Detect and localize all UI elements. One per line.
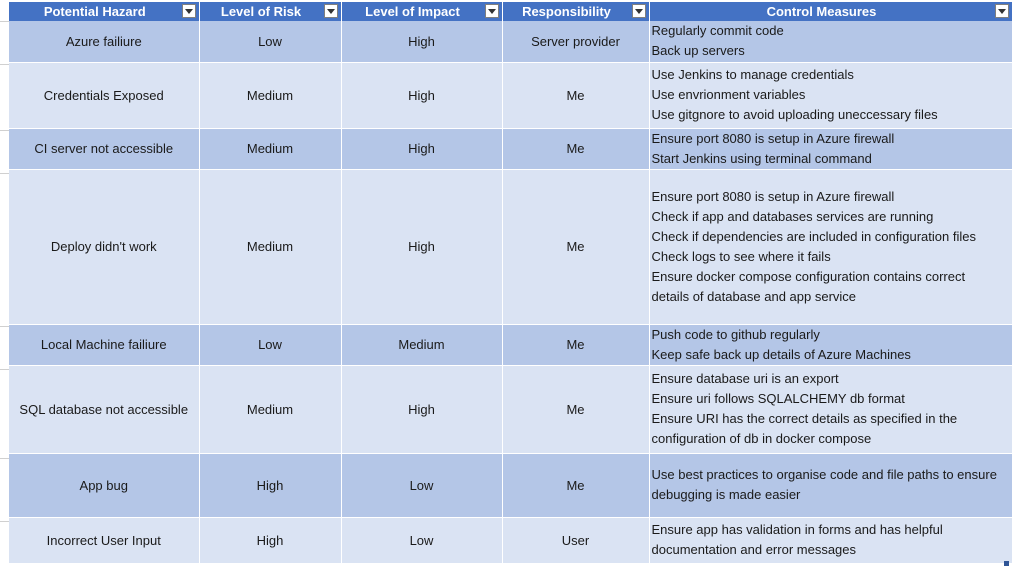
control-measures-cell[interactable] (649, 62, 1012, 128)
measure-line: Check logs to see where it fails (651, 248, 831, 264)
risk-cell[interactable]: Medium (199, 128, 341, 169)
header-label: Level of Impact (365, 4, 460, 19)
control-measures-cell[interactable] (649, 453, 1012, 517)
impact-cell[interactable]: High (341, 62, 502, 128)
measure-line: Keep safe back up details of Azure Machines (651, 346, 911, 362)
header-row (9, 2, 1012, 21)
filter-dropdown-icon[interactable] (182, 4, 196, 18)
measure-line: documentation and error messages (651, 542, 857, 557)
measure-line: Use envrionment variables (651, 87, 806, 102)
measure-line: Ensure port 8080 is setup in Azure firewall (651, 130, 895, 146)
responsibility-cell[interactable]: Me (502, 62, 649, 128)
responsibility-cell[interactable]: Server provider (502, 21, 649, 62)
responsibility-cell[interactable]: Me (502, 128, 649, 169)
header-label: Level of Risk (220, 4, 302, 19)
measure-line: Use gitgnore to avoid uploading uneccessary files (651, 107, 938, 122)
row-gridline (0, 64, 9, 65)
table-row (9, 517, 1012, 563)
table-row (9, 62, 1012, 128)
hazard-cell[interactable]: App bug (9, 453, 199, 517)
measure-line: Ensure uri follows SQLALCHEMY db format (651, 391, 905, 406)
measure-line: details of database and app service (651, 288, 857, 304)
measure-line: Ensure database uri is an export (651, 371, 839, 386)
header-level-of-risk[interactable] (199, 2, 341, 21)
header-label: Responsibility (522, 4, 611, 19)
header-potential-hazard[interactable] (9, 2, 199, 21)
row-gridline (0, 21, 9, 22)
control-measures-cell[interactable] (649, 128, 1012, 169)
measure-line: Regularly commit code (651, 23, 784, 39)
impact-cell[interactable]: High (341, 169, 502, 324)
hazard-cell[interactable]: SQL database not accessible (9, 365, 199, 453)
risk-cell[interactable]: High (199, 453, 341, 517)
row-gridline (0, 521, 9, 522)
table-row (9, 21, 1012, 62)
control-measures-cell[interactable] (649, 21, 1012, 62)
header-responsibility[interactable] (502, 2, 649, 21)
measure-line: Ensure docker compose configuration contains correct (651, 268, 966, 284)
measure-line: Push code to github regularly (651, 326, 820, 342)
control-measures-cell[interactable] (649, 169, 1012, 324)
responsibility-cell[interactable]: User (502, 517, 649, 563)
table-row (9, 324, 1012, 365)
row-gridline (0, 326, 9, 327)
measure-line: Back up servers (651, 43, 745, 59)
table-row (9, 365, 1012, 453)
impact-cell[interactable]: Low (341, 517, 502, 563)
header-control-measures[interactable] (649, 2, 1012, 21)
impact-cell[interactable]: Low (341, 453, 502, 517)
impact-cell[interactable]: High (341, 21, 502, 62)
header-label: Potential Hazard (43, 4, 146, 19)
control-measures-cell[interactable] (649, 517, 1012, 563)
measure-line: Start Jenkins using terminal command (651, 150, 872, 166)
hazard-cell[interactable]: Incorrect User Input (9, 517, 199, 563)
row-gridline (0, 458, 9, 459)
impact-cell[interactable]: High (341, 128, 502, 169)
table-row (9, 128, 1012, 169)
responsibility-cell[interactable]: Me (502, 169, 649, 324)
measure-line: Ensure app has validation in forms and has helpful (651, 522, 943, 537)
row-gridline (0, 130, 9, 131)
measure-line: Check if app and databases services are running (651, 208, 934, 224)
measure-line: Use Jenkins to manage credentials (651, 67, 854, 82)
hazard-cell[interactable]: Credentials Exposed (9, 62, 199, 128)
control-measures-cell[interactable] (649, 365, 1012, 453)
measure-line: configuration of db in docker compose (651, 431, 872, 446)
risk-cell[interactable]: Low (199, 324, 341, 365)
hazard-cell[interactable]: Deploy didn't work (9, 169, 199, 324)
table-resize-handle[interactable] (1004, 561, 1009, 566)
impact-cell[interactable]: High (341, 365, 502, 453)
risk-cell[interactable]: Low (199, 21, 341, 62)
impact-cell[interactable]: Medium (341, 324, 502, 365)
risk-cell[interactable]: Medium (199, 365, 341, 453)
measure-line: Ensure URI has the correct details as specified in the (651, 411, 958, 426)
measure-line: debugging is made easier (651, 487, 801, 502)
risk-cell[interactable]: High (199, 517, 341, 563)
risk-cell[interactable]: Medium (199, 169, 341, 324)
filter-dropdown-icon[interactable] (632, 4, 646, 18)
hazard-cell[interactable]: Local Machine failiure (9, 324, 199, 365)
risk-cell[interactable]: Medium (199, 62, 341, 128)
measure-line: Use best practices to organise code and file paths to ensure (651, 467, 997, 482)
row-gridline (0, 369, 9, 370)
table-row (9, 453, 1012, 517)
measure-line: Ensure port 8080 is setup in Azure firewall (651, 188, 895, 204)
measure-line: Check if dependencies are included in configuration files (651, 228, 976, 244)
hazard-cell[interactable]: CI server not accessible (9, 128, 199, 169)
row-gridline (0, 173, 9, 174)
table-row (9, 169, 1012, 324)
filter-dropdown-icon[interactable] (995, 4, 1009, 18)
responsibility-cell[interactable]: Me (502, 365, 649, 453)
filter-dropdown-icon[interactable] (485, 4, 499, 18)
header-level-of-impact[interactable] (341, 2, 502, 21)
hazard-cell[interactable]: Azure failiure (9, 21, 199, 62)
filter-dropdown-icon[interactable] (324, 4, 338, 18)
risk-assessment-table (9, 2, 1013, 564)
control-measures-cell[interactable] (649, 324, 1012, 365)
header-label: Control Measures (766, 4, 877, 19)
responsibility-cell[interactable]: Me (502, 453, 649, 517)
responsibility-cell[interactable]: Me (502, 324, 649, 365)
